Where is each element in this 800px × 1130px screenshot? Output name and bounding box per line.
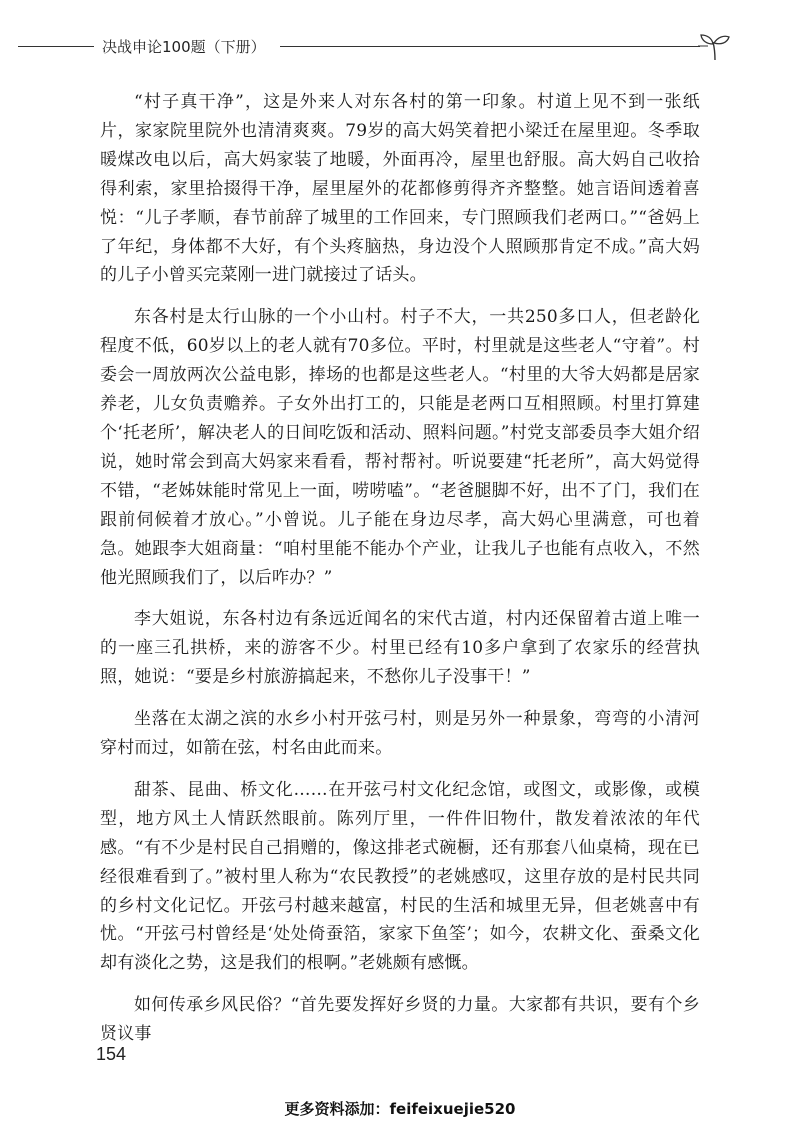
- paragraph-3: 李大姐说，东各村边有条远近闻名的宋代古道，村内还保留着古道上唯一的一座三孔拱桥，来的游客不少。村里已经有10多户拿到了农家乐的经营执照，她说：“要是乡村旅游搞起来，不愁你儿子没事干！”: [100, 609, 700, 688]
- paragraph-2: 东各村是太行山脉的一个小山村。村子不大，一共250多口人，但老龄化程度不低，60岁以上的老人就有70多位。平时，村里就是这些老人“守着”。村委会一周放两次公益电影，捧场的也都是这些老人。“村里的大爷大妈都是居家养老，儿女负责赡养。子女外出打工的，只能是老两口互相照顾。村里打算建个‘托老所’，解决老人的日间吃饭和活动、照料问题。”村党支部委员李大姐介绍说，她时常会到高大妈家来看看，帮衬帮衬。听说要建“托老所”，高大妈觉得不错，“老姊妹能时常见上一面，唠唠嗑”。“老爸腿脚不好，出不了门，我们在跟前伺候着才放心。”小曾说。儿子能在身边尽孝，高大妈心里满意，可也着急。她跟李大姐商量：“咱村里能不能办个产业，让我儿子也能有点收入，不然他光照顾我们了，以后咋办？”: [100, 307, 700, 588]
- sprout-icon: [698, 32, 732, 62]
- article-body: [100, 88, 700, 1062]
- page-number: 154: [96, 1044, 127, 1064]
- paragraph-5: 甜茶、昆曲、桥文化……在开弦弓村文化纪念馆，或图文，或影像，或模型，地方风土人情跃然眼前。陈列厅里，一件件旧物什，散发着浓浓的年代感。“有不少是村民自己捐赠的，像这排老式碗橱，还有那套八仙桌椅，现在已经很难看到了。”被村里人称为“农民教授”的老姚感叹，这里存放的是村民共同的乡村文化记忆。开弦弓村越来越富，村民的生活和城里无异，但老姚喜中有忧。“开弦弓村曾经是‘处处倚蚕箔，家家下鱼筌’；如今，农耕文化、蚕桑文化却有淡化之势，这是我们的根啊。”老姚颇有感慨。: [100, 779, 700, 974]
- header-rule-left: [18, 46, 94, 47]
- header-title: 决战申论100题（下册）: [102, 38, 266, 56]
- paragraph-6: 如何传承乡风民俗？“首先要发挥好乡贤的力量。大家都有共识，要有个乡贤议事: [100, 995, 700, 1045]
- header-rule-right: [280, 46, 700, 47]
- footer-note: 更多资料添加：feifeixuejie520: [284, 1100, 516, 1118]
- paragraph-4: 坐落在太湖之滨的水乡小村开弦弓村，则是另外一种景象，弯弯的小清河穿村而过，如箭在弦，村名由此而来。: [100, 709, 700, 759]
- paragraph-1: “村子真干净”，这是外来人对东各村的第一印象。村道上见不到一张纸片，家家院里院外也清清爽爽。79岁的高大妈笑着把小梁迁在屋里迎。冬季取暖煤改电以后，高大妈家装了地暖，外面再冷，屋里也舒服。高大妈自己收拾得利索，家里拾掇得干净，屋里屋外的花都修剪得齐齐整整。她言语间透着喜悦：“儿子孝顺，春节前辞了城里的工作回来，专门照顾我们老两口。”“爸妈上了年纪，身体都不大好，有个头疼脑热，身边没个人照顾那肯定不成。”高大妈的儿子小曾买完菜刚一进门就接过了话头。: [100, 92, 700, 286]
- page-header: [18, 32, 788, 62]
